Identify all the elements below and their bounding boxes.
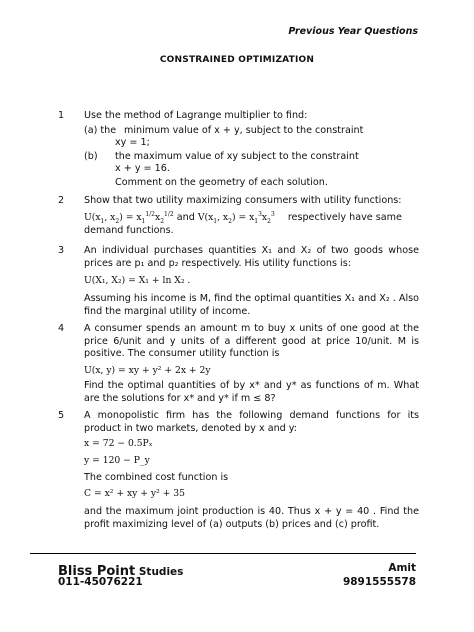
question-number: 5 — [58, 410, 65, 421]
series-title: Previous Year Questions — [288, 26, 418, 37]
part-constraint: xy = 1; — [115, 137, 150, 148]
question-number: 3 — [58, 245, 65, 256]
question-text: Assuming his income is M, find the optimal quantities X₁ and X₂ . Also find the marginal utility of income. — [84, 293, 419, 317]
question-intro: Show that two utility maximizing consumers with utility functions: — [84, 195, 402, 206]
question-equation — [84, 212, 419, 237]
demand-equation-x: x = 72 − 0.5Pₓ — [84, 438, 153, 449]
question-text: and the maximum joint production is 40. Thus x + y = 40 . Find the profit maximizing level of (a) outputs (b) prices and (c) profit. — [84, 506, 419, 530]
question-number: 1 — [58, 110, 65, 121]
footer-divider — [30, 553, 416, 554]
equation-v: $V(x_1$, $x_2) = x_1^3x_2^3$ — [197, 210, 275, 225]
question-number: 4 — [58, 323, 65, 334]
question-text: Find the optimal quantities of by x* and y* as functions of m. What are the solutions for x* and y* if m ≤ 8? — [84, 380, 419, 404]
footer-author: Amit — [388, 562, 416, 574]
cost-intro: The combined cost function is — [84, 472, 229, 483]
footer-phone-right: 9891555578 — [342, 576, 416, 588]
question-tail: respectively have same demand functions. — [84, 212, 402, 236]
question-intro: Use the method of Lagrange multiplier to find: — [84, 110, 308, 121]
question-text: An individual purchases quantities X₁ and X₂ of two goods whose prices are p₁ and p₂ respectively. His utility functions is: — [84, 245, 419, 269]
part-text: minimum value of x + y, subject to the constraint — [124, 125, 364, 136]
question-comment: Comment on the geometry of each solution. — [115, 177, 328, 188]
cost-equation: C = x² + xy + y² + 35 — [84, 488, 185, 499]
footer-phone-left: 011-45076221 — [58, 576, 143, 588]
question-equation: U(x, y) = xy + y² + 2x + 2y — [84, 365, 211, 376]
demand-equation-y: y = 120 − P_y — [84, 455, 150, 466]
brand-suffix: Studies — [135, 566, 184, 578]
equation-u: $U(x_1$, $x_2) = x_1^{1/2}x_2^{1/2}$ — [84, 210, 174, 225]
question-equation: U(X₁, X₂) = X₁ + ln X₂ . — [84, 275, 191, 286]
question-number: 2 — [58, 195, 65, 206]
equation-connector: and — [176, 212, 195, 223]
question-text: A consumer spends an amount m to buy x units of one good at the price 6/unit and y units of a different good at price 10/unit. M is positive. The consumer utility function is — [84, 323, 419, 360]
part-text: the maximum value of xy subject to the constraint — [115, 151, 359, 162]
page-title: CONSTRAINED OPTIMIZATION — [159, 55, 315, 65]
part-label: (a) the — [84, 125, 117, 136]
question-text: A monopolistic firm has the following demand functions for its product in two markets, denoted by x and y: — [84, 410, 419, 434]
brand-name: Bliss Point — [58, 564, 136, 579]
part-constraint: x + y = 16. — [115, 163, 170, 174]
part-label: (b) — [84, 151, 98, 162]
